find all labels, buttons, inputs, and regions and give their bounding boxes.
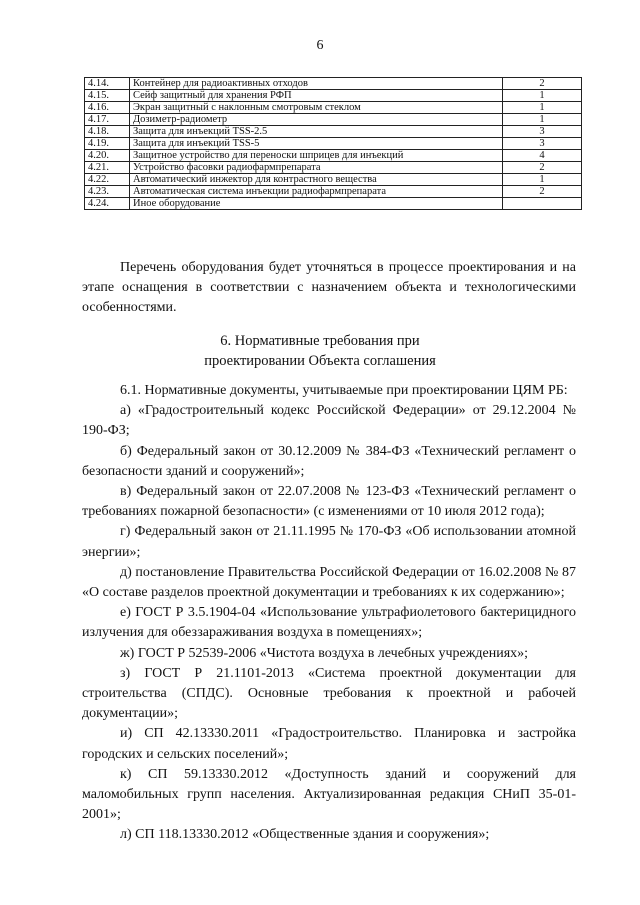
- row-name: Контейнер для радиоактивных отходов: [130, 78, 503, 90]
- row-name: Защитное устройство для переноски шприцев для инъекций: [130, 150, 503, 162]
- row-number: 4.16.: [85, 102, 130, 114]
- row-quantity: 2: [503, 162, 582, 174]
- row-name: Защита для инъекций TSS-2.5: [130, 126, 503, 138]
- table-row: [85, 126, 582, 138]
- row-name: Устройство фасовки радиофармпрепарата: [130, 162, 503, 174]
- equipment-table: [84, 77, 582, 210]
- row-name: Автоматический инжектор для контрастного вещества: [130, 174, 503, 186]
- list-item: л) СП 118.13330.2012 «Общественные здания и сооружения»;: [120, 827, 490, 843]
- section-heading-line2: проектировании Объекта соглашения: [204, 353, 436, 369]
- list-item: ж) ГОСТ Р 52539-2006 «Чистота воздуха в лечебных учреждениях»;: [120, 645, 529, 661]
- list-item: е) ГОСТ Р 3.5.1904-04 «Использование ультрафиолетового бактерицидного излучения для обеззараживания воздуха в помещениях»;: [82, 605, 576, 641]
- row-number: 4.15.: [85, 90, 130, 102]
- section-heading: [0, 331, 640, 371]
- row-number: 4.18.: [85, 126, 130, 138]
- section-heading-line1: 6. Нормативные требования при: [220, 333, 420, 349]
- table-row: [85, 186, 582, 198]
- table-row: [85, 162, 582, 174]
- row-quantity: 3: [503, 126, 582, 138]
- row-number: 4.19.: [85, 138, 130, 150]
- row-quantity: 1: [503, 90, 582, 102]
- row-quantity: [503, 198, 582, 210]
- row-name: Дозиметр-радиометр: [130, 114, 503, 126]
- table-row: [85, 174, 582, 186]
- row-number: 4.14.: [85, 78, 130, 90]
- row-quantity: 2: [503, 186, 582, 198]
- table-row: [85, 198, 582, 210]
- list-item: в) Федеральный закон от 22.07.2008 № 123-ФЗ «Технический регламент о требованиях пожарной безопасности» (с изменениями от 10 июля 2012 года);: [82, 484, 576, 520]
- row-quantity: 1: [503, 102, 582, 114]
- page-number: 6: [316, 38, 324, 53]
- list-item: к) СП 59.13330.2012 «Доступность зданий и сооружений для маломобильных групп населения. Актуализированная редакция СНиП 35-01-2001»;: [82, 766, 576, 823]
- row-number: 4.17.: [85, 114, 130, 126]
- row-number: 4.23.: [85, 186, 130, 198]
- row-quantity: 4: [503, 150, 582, 162]
- row-quantity: 2: [503, 78, 582, 90]
- row-name: Иное оборудование: [130, 198, 503, 210]
- row-quantity: 3: [503, 138, 582, 150]
- list-item: и) СП 42.13330.2011 «Градостроительство. Планировка и застройка городских и сельских поселений»;: [82, 726, 576, 762]
- table-row: [85, 150, 582, 162]
- row-number: 4.22.: [85, 174, 130, 186]
- section-intro: 6.1. Нормативные документы, учитываемые при проектировании ЦЯМ РБ:: [120, 383, 568, 398]
- row-quantity: 1: [503, 114, 582, 126]
- row-name: Защита для инъекций TSS-5: [130, 138, 503, 150]
- row-name: Экран защитный с наклонным смотровым стеклом: [130, 102, 503, 114]
- normative-documents-list: [82, 381, 576, 846]
- table-row: [85, 90, 582, 102]
- list-item: г) Федеральный закон от 21.11.1995 № 170-ФЗ «Об использовании атомной энергии»;: [82, 524, 576, 560]
- row-name: Сейф защитный для хранения РФП: [130, 90, 503, 102]
- table-row: [85, 138, 582, 150]
- list-item: а) «Градостроительный кодекс Российской Федерации» от 29.12.2004 № 190-ФЗ;: [82, 403, 576, 439]
- row-name: Автоматическая система инъекции радиофармпрепарата: [130, 186, 503, 198]
- list-item: з) ГОСТ Р 21.1101-2013 «Система проектной документации для строительства (СПДС). Основные требования к проектной и рабочей документации»;: [82, 665, 576, 722]
- equipment-note: Перечень оборудования будет уточняться в процессе проектирования и на этапе оснащения в соответствии с назначением объекта и технологическими особенностями.: [82, 260, 576, 315]
- table-row: [85, 102, 582, 114]
- list-item: б) Федеральный закон от 30.12.2009 № 384-ФЗ «Технический регламент о безопасности зданий и сооружений»;: [82, 443, 576, 479]
- row-quantity: 1: [503, 174, 582, 186]
- row-number: 4.20.: [85, 150, 130, 162]
- list-item: д) постановление Правительства Российской Федерации от 16.02.2008 № 87 «О составе разделов проектной документации и требованиях к их содержанию»;: [82, 564, 576, 601]
- row-number: 4.21.: [85, 162, 130, 174]
- table-row: [85, 78, 582, 90]
- table-row: [85, 114, 582, 126]
- row-number: 4.24.: [85, 198, 130, 210]
